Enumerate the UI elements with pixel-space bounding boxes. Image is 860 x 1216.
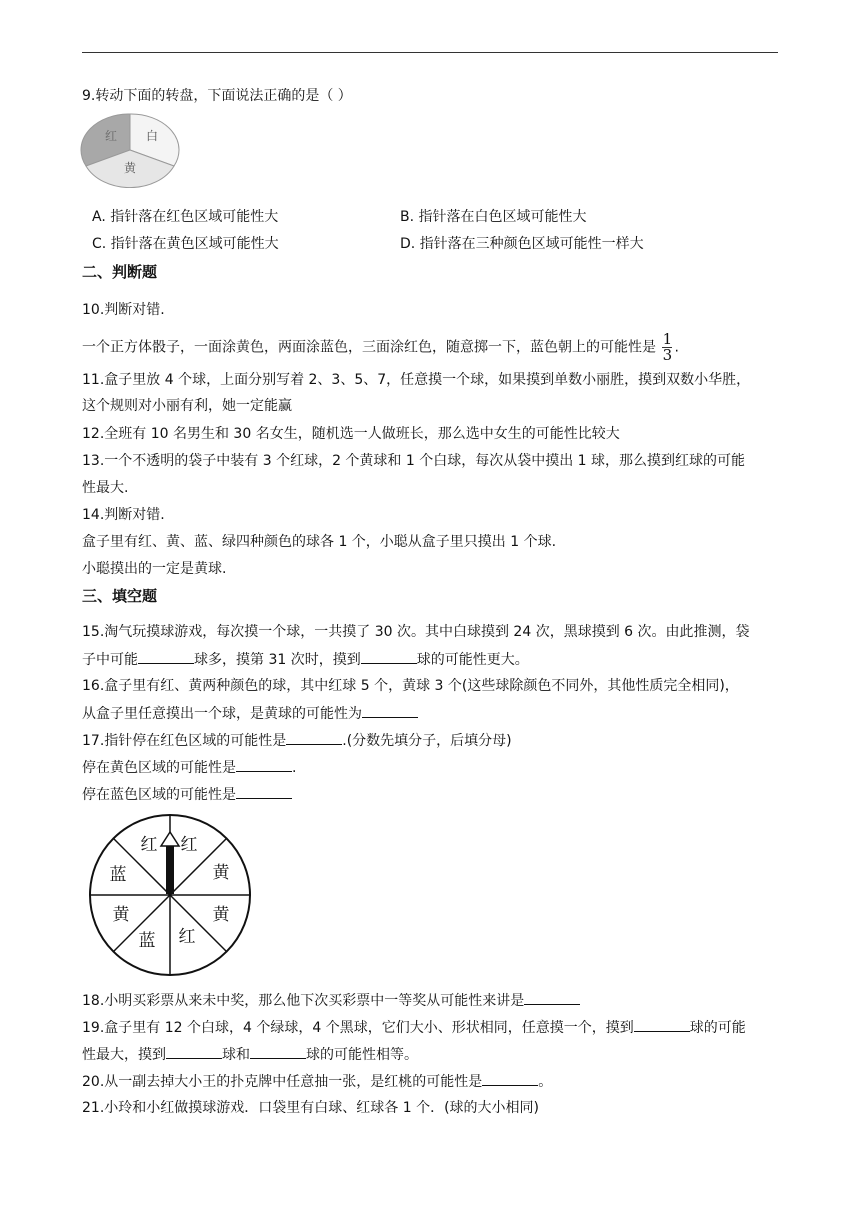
q16-line2 (82, 703, 418, 724)
q21-line1: 21.小玲和小红做摸球游戏．口袋里有白球、红球各 1 个．(球的大小相同) (82, 1100, 539, 1116)
q9-label-red: 红 (105, 129, 118, 143)
q17-sector-label: 黄 (112, 905, 130, 925)
q11-line1: 11.盒子里放 4 个球，上面分别写着 2、3、5、7，任意摸一个球，如果摸到单数小丽胜，摸到双数小华胜， (82, 372, 751, 388)
q10-line1: 10.判断对错. (82, 302, 165, 318)
q17-sector-label: 蓝 (109, 865, 127, 885)
q19-blank-1[interactable] (634, 1017, 690, 1032)
q9-option-a: A. 指针落在红色区域可能性大 (92, 209, 279, 225)
q15-line2 (82, 649, 529, 670)
q19-line1 (82, 1017, 746, 1038)
q17-line2 (82, 757, 296, 778)
q15-blank-1[interactable] (138, 649, 194, 664)
q17-blank-yellow[interactable] (236, 757, 292, 772)
q19-line2 (82, 1044, 418, 1065)
q10-fraction (662, 330, 673, 364)
section2-title: 二、判断题 (82, 263, 158, 281)
q19-blank-3[interactable] (250, 1044, 306, 1059)
q15-text-c: 球的可能性更大。 (416, 652, 529, 668)
q17-sector-label: 蓝 (138, 931, 156, 951)
q17-sector-label: 黄 (212, 905, 230, 925)
q10-frac-den: 3 (662, 346, 673, 364)
q17-blank-blue[interactable] (236, 784, 292, 799)
q14-line3: 小聪摸出的一定是黄球. (82, 561, 227, 577)
q18-text: 18.小明买彩票从来未中奖，那么他下次买彩票中一等奖从可能性来讲是 (82, 993, 525, 1009)
q17-blank-red[interactable] (286, 730, 342, 745)
q17-text-d: . (292, 760, 297, 776)
q19-blank-2[interactable] (166, 1044, 222, 1059)
q16-blank[interactable] (362, 703, 418, 718)
section3-title: 三、填空题 (82, 587, 158, 605)
q10-tail: . (674, 339, 679, 356)
q20-blank[interactable] (482, 1071, 538, 1086)
q17-sector-label: 红 (140, 835, 158, 855)
q17-text-c: 停在黄色区域的可能性是 (82, 760, 236, 776)
q19-text-b: 球的可能 (689, 1020, 746, 1036)
q13-line2: 性最大. (82, 480, 129, 496)
q9-stem: 9.转动下面的转盘，下面说法正确的是（ ） (82, 88, 352, 104)
q9-option-b: B. 指针落在白色区域可能性大 (400, 209, 587, 225)
q15-text-a: 子中可能 (82, 652, 138, 668)
q20-text-b: 。 (538, 1074, 553, 1090)
q11-line2: 这个规则对小丽有利，她一定能赢 (82, 398, 292, 414)
q19-text-c: 性最大，摸到 (82, 1047, 166, 1063)
q16-text: 从盒子里任意摸出一个球，是黄球的可能性为 (82, 706, 362, 722)
q19-text-e: 球的可能性相等。 (306, 1047, 418, 1063)
q17-sector-label: 黄 (212, 863, 230, 883)
q9-spinner (80, 112, 180, 188)
q9-option-d: D. 指针落在三种颜色区域可能性一样大 (400, 236, 644, 252)
q16-line1: 16.盒子里有红、黄两种颜色的球，其中红球 5 个，黄球 3 个(这些球除颜色不同外，其他性质完全相同)， (82, 678, 739, 694)
q17-sector-label: 红 (180, 835, 198, 855)
q17-sector-label: 红 (178, 927, 196, 947)
q20-text-a: 20.从一副去掉大小王的扑克牌中任意抽一张，是红桃的可能性是 (82, 1074, 483, 1090)
q17-text-e: 停在蓝色区域的可能性是 (82, 787, 236, 803)
q19-text-d: 球和 (222, 1047, 250, 1063)
q15-text-b: 球多，摸第 31 次时，摸到 (194, 652, 361, 668)
q17-text-a: 17.指针停在红色区域的可能性是 (82, 733, 287, 749)
q17-line3 (82, 784, 292, 805)
q18-blank[interactable] (524, 990, 580, 1005)
q15-line1: 15.淘气玩摸球游戏，每次摸一个球，一共摸了 30 次。其中白球摸到 24 次，黑球摸到 6 次。由此推测，袋 (82, 624, 750, 640)
q17-spinner (87, 812, 253, 978)
q18-line1 (82, 990, 580, 1011)
q20-line1 (82, 1071, 552, 1092)
q10-line2 (82, 330, 679, 364)
q9-label-yellow: 黄 (124, 161, 137, 175)
q9-option-c: C. 指针落在黄色区域可能性大 (92, 236, 279, 252)
q14-line2: 盒子里有红、黄、蓝、绿四种颜色的球各 1 个，小聪从盒子里只摸出 1 个球. (82, 534, 557, 550)
q10-text: 一个正方体骰子，一面涂黄色，两面涂蓝色，三面涂红色，随意掷一下，蓝色朝上的可能性是 (82, 339, 656, 356)
q12-line1: 12.全班有 10 名男生和 30 名女生，随机选一人做班长，那么选中女生的可能性比较大 (82, 426, 620, 442)
header-rule (82, 52, 778, 53)
q13-line1: 13.一个不透明的袋子中装有 3 个红球，2 个黄球和 1 个白球，每次从袋中摸出 1 球，那么摸到红球的可能 (82, 453, 746, 469)
q17-line1 (82, 730, 512, 751)
q9-label-white: 白 (146, 129, 159, 143)
q15-blank-2[interactable] (361, 649, 417, 664)
q17-text-b: .(分数先填分子，后填分母) (342, 733, 512, 749)
q19-text-a: 19.盒子里有 12 个白球，4 个绿球，4 个黑球，它们大小、形状相同，任意摸一个，摸到 (82, 1020, 634, 1036)
q14-line1: 14.判断对错. (82, 507, 165, 523)
q10-frac-num: 1 (662, 330, 673, 348)
